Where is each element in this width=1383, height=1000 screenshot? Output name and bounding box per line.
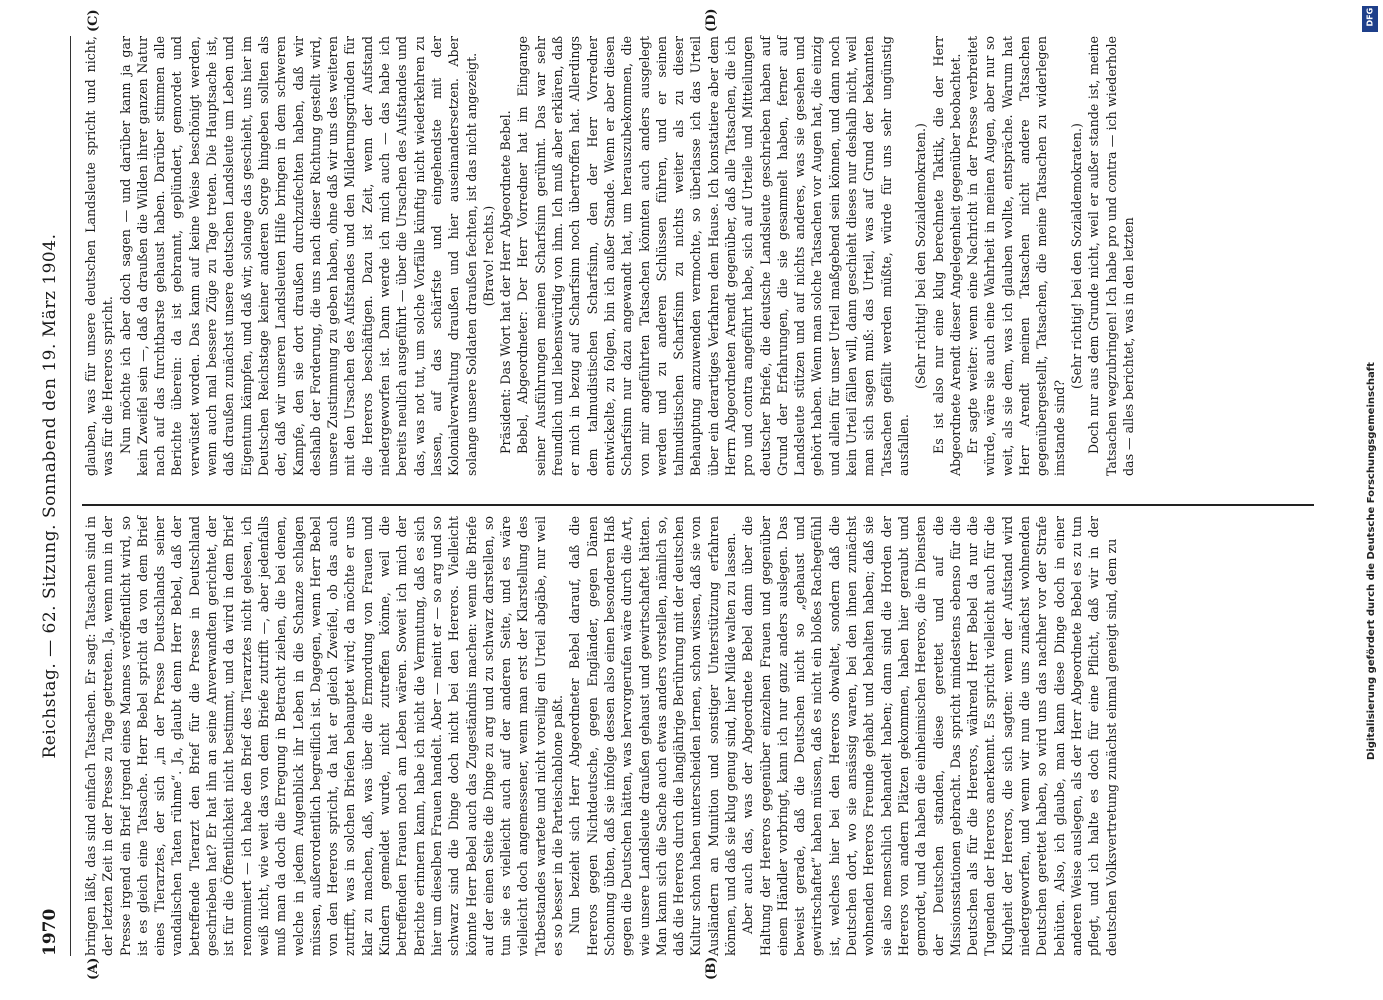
speaker-president: Präsident: Das Wort hat der Herr Abgeordnete Bebel. (498, 110, 514, 454)
dfg-logo: DFG (1362, 6, 1378, 32)
header-rule (70, 36, 71, 956)
page-header (40, 36, 68, 956)
margin-mark-d: (D) (704, 8, 719, 32)
paragraph: Nun bezieht sich Herr Abgeordneter Bebel darauf, daß die Hereros gegen Nichtdeutsche, gegen Engländer, gegen Dänen Schonung übten, daß sie infolge dessen also einen besonderen Haß gegen die Deutschen hätten, was hervorgerufen wäre durch die Art, wie unsere Landsleute draußen gehaust und gewirtschaftet hätten. Man kann sich die Sache auch etwas anders vorstellen, nämlich so, daß die Hereros durch die langjährige Berührung mit der deutschen Kultur schon haben unterscheiden lernen, schon wissen, daß sie von Ausländern an Munition und sonstiger Unterstützung erfahren können, und daß sie klug genug sind, hier Milde walten zu lassen. (567, 516, 738, 956)
paragraph: glauben, was für unsere deutschen Landsleute spricht und nicht, was für die Hereros spricht. (83, 36, 116, 476)
margin-mark-a: (A) (86, 957, 101, 980)
interjection: (Sehr richtig! bei den Sozialdemokraten.) (913, 123, 929, 389)
paragraph: Doch nur aus dem Grunde nicht, weil er außer stande ist, meine Tatsachen wegzubringen! Ich habe pro und contra — ich wiederhole das — alles berichtet, was in den letzten (1086, 36, 1136, 476)
margin-mark-c: (C) (86, 9, 101, 32)
running-title: Reichstag. — 62. Sitzung. Sonnabend den 19. März 1904. (40, 233, 60, 759)
left-column (82, 516, 1120, 956)
page-number: 1970 (40, 908, 60, 956)
interjection: (Sehr richtig! bei den Sozialdemokraten.) (1068, 123, 1084, 389)
margin-mark-b: (B) (704, 956, 719, 980)
paragraph: Er sagte weiter: wenn eine Nachricht in der Presse verbreitet würde, wäre sie auch eine Wahrheit in meinen Augen, aber nur so weit, als sie dem, was ich glauben wollte, entspräche. Warum hat Herr Arendt meinen Tatsachen nicht andere Tatsachen gegenübergestellt, Tatsachen, die meine Tatsachen zu widerlegen imstande sind? (965, 36, 1067, 476)
paragraph: Nun möchte ich aber doch sagen — und darüber kann ja gar kein Zweifel sein —, daß da draußen die Wilden ihrer ganzen Natur nach auf das furchtbarste gehaust haben. Darüber stimmen alle Berichte überein: da ist gebrannt, geplündert, gemordet und verwüstet worden. Das kann auf keine Weise beschönigt werden, wenn auch mal bessere Züge zu Tage treten. Die Hauptsache ist, daß draußen zunächst unsere deutschen Landsleute um Leben und Eigentum kämpfen, und daß wir, solange das geschieht, uns hier im Deutschen Reichstage keiner anderen Sorge hingeben sollten als der, daß wir unseren Landsleuten Hilfe bringen in dem schweren Kampfe, den sie dort draußen durchzufechten haben, daß wir deshalb der Forderung, die uns nach dieser Richtung gestellt wird, unsere Zustimmung zu geben haben, ohne daß wir uns des weiteren mit den Ursachen des Aufstandes und den Milderungsgründen für die Hereros beschäftigen. Dazu ist Zeit, wenn der Aufstand niedergeworfen ist. Dann werde ich mich auch — das habe ich bereits neulich ausgeführt — über die Ursachen des Aufstandes und das, was not tut, um solche Vorfälle künftig nicht wiederkehren zu lassen, auf das schärfste und eingehendste mit der Kolonialverwaltung draußen und hier auseinandersetzen. Aber solange unsere Soldaten draußen fechten, ist das nicht angezeigt. (117, 36, 479, 476)
paragraph: Es ist also nur eine klug berechnete Taktik, die der Herr Abgeordnete Arendt dieser Angelegenheit gegenüber beobachtet. (930, 36, 963, 476)
interjection: (Bravo! rechts.) (480, 205, 496, 307)
digitization-credit: Digitalisierung gefördert durch die Deutsche Forschungsgemeinschaft (1366, 362, 1377, 760)
column-divider (82, 504, 1314, 506)
speaker-bebel: Bebel, Abgeordneter: Der Herr Vorredner hat im Eingange seiner Ausführungen meinen Scharfsinn gerühmt. Das war sehr freundlich und liebenswürdig von ihm. Ich muß aber erklären, daß er mich in bezug auf Scharfsinn noch übertroffen hat. Allerdings dem talmudistischen Scharfsinn, den der Herr Vorredner entwickelte, zu folgen, bin ich außer Stande. Wenn er aber diesen Scharfsinn nur dazu angewandt hat, um herauszubekommen, die von mir angeführten Tatsachen könnten auch anders ausgelegt werden und zu anderen Schlüssen führen, und er seinen talmudistischen Scharfsinn zu nichts weiter als zu dieser Behauptung anzuwenden vermochte, so überlasse ich das Urteil über ein derartiges Verfahren dem Hause. Ich konstatiere aber dem Herrn Abgeordneten Arendt gegenüber, daß alle Tatsachen, die ich pro und contra angeführt habe, sich auf Urteile und Mitteilungen deutscher Briefe, die deutsche Landsleute geschrieben haben auf Grund der Erfahrungen, die sie gesammelt haben, ferner auf Landsleute stützen und auf nichts anderes, was sie gesehen und gehört haben. Wenn man solche Tatsachen vor Augen hat, die einzig und allein für unser Urteil maßgebend sein können, und dann noch kein Urteil fällen will, dann geschieht dieses nur deshalb nicht, weil man sich sagen muß: das Urteil, was auf Grund der bekannten Tatsachen gefällt werden müßte, würde für uns sehr ungünstig ausfallen. (515, 36, 911, 476)
paragraph: bringen läßt, das sind einfach Tatsachen. Er sagt: Tatsachen sind in der letzten Zeit in der Presse zu Tage getreten. Ja, wenn nun in der Presse irgend ein Brief irgend eines Mannes veröffentlicht wird, so ist es gleich eine Tatsache. Herr Bebel spricht da von dem Brief eines Tierarztes, der sich „in der Presse Deutschlands seiner vandalischen Taten rühme“. Ja, glaubt denn Herr Bebel, daß der betreffende Tierarzt den Brief für die Presse in Deutschland geschrieben hat? Er hat ihn an seine Anverwandten gerichtet, der ist für die Öffentlichkeit nicht bestimmt, und da wird in dem Brief renommiert — ich habe den Brief des Tierarztes nicht gelesen, ich weiß nicht, wie weit das von dem Briefe zutrifft —, aber jedenfalls muß man da doch die Erregung in Betracht ziehen, die bei denen, welche in jedem Augenblick ihr Leben in die Schanze schlagen müssen, außerordentlich begreiflich ist. Dagegen, wenn Herr Bebel von den Hereros spricht, da hat er gleich Zweifel, ob das auch zutrifft, was in solchen Briefen behauptet wird; da möchte er uns klar zu machen, daß, was über die Ermordung von Frauen und Kindern gemeldet wurde, nicht zutreffen könne, weil die betreffenden Frauen noch am Leben wären. Soweit ich mich der Berichte erinnern kann, habe ich nicht die Vermutung, daß es sich hier um dieselben Frauen handelt. Aber — meint er — so arg und so schwarz sind die Dinge doch nicht bei den Hereros. Vielleicht könnte Herr Bebel auch das Zugeständnis machen: wenn die Briefe auf der einen Seite die Dinge zu arg und zu schwarz darstellen, so tun sie es vielleicht auch auf der anderen Seite, und es wäre vielleicht doch angemessener, wenn man erst der Klarstellung des Tatbestandes wartete und nicht voreilig ein Urteil abgäbe, nur weil es so besser in die Parteischablone paßt. (83, 516, 566, 956)
right-column (82, 36, 1137, 476)
paragraph: Aber auch das, was der Abgeordnete Bebel dann über die Haltung der Hereros gegenüber einzelnen Frauen und gegenüber einem Händler vorbringt, kann ich nur ganz anders auslegen. Das beweist gerade, daß die Deutschen nicht so „gehaust und gewirtschaftet“ haben müssen, daß es nicht ein bloßes Rachegefühl ist, welches hier bei den Hereros obwaltet, sondern daß die Deutschen dort, wo sie ansässig waren, bei den ihnen zunächst wohnenden Hereros Freunde gehabt und behalten haben; daß sie sie also menschlich behandelt haben; dann sind die Horden der Hereros von andern Plätzen gekommen, haben hier geraubt und gemordet, und da haben die einheimischen Hereros, die in Diensten der Deutschen standen, diese gerettet und auf die Missionsstationen gebracht. Das spricht mindestens ebenso für die Deutschen als für die Hereros, während Herr Bebel da nur die Tugenden der Hereros anerkennt. Es spricht vielleicht auch für die Klugheit der Hereros, die sich sagten: wenn der Aufstand wird niedergeworfen, und wenn wir nun die uns zunächst wohnenden Deutschen gerettet haben, so wird uns das nachher vor der Strafe behüten. Also, ich glaube, man kann diese Dinge doch in einer anderen Weise auslegen, als der Herr Abgeordnete Bebel es zu tun pflegt, und ich halte es doch für eine Pflicht, daß wir in der deutschen Volksvertretung zunächst einmal geneigt sind, dem zu (740, 516, 1119, 956)
